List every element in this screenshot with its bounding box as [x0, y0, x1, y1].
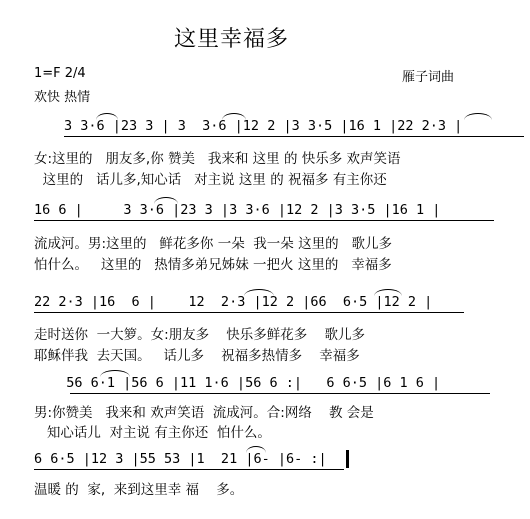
tie-mark — [244, 289, 274, 296]
lyric-line-5a: 温暖 的 家, 来到这里幸 福 多。 — [34, 482, 244, 498]
lyric-line-4a: 男:你赞美 我来和 欢声笑语 流成河。合:网络 教 会是 — [34, 405, 374, 421]
notation-line-3: 22 2·3 |16 6 | 12 2·3 |12 2 |66 6·5 |12 2 | — [34, 294, 433, 310]
beam-underline — [34, 312, 464, 313]
lyric-line-3a: 走时送你 一大箩。女:朋友多 快乐多鲜花多 歌儿多 — [34, 327, 365, 343]
lyric-line-4b: 知心话儿 对主说 有主你还 怕什么。 — [34, 425, 271, 441]
beam-underline — [70, 393, 490, 394]
notation-line-4: 56 6·1 |56 6 |11 1·6 |56 6 :| 6 6·5 |6 1 6 | — [50, 375, 441, 391]
lyric-line-2b: 怕什么。 这里的 热情多弟兄姊妹 一把火 这里的 幸福多 — [34, 257, 392, 273]
tie-mark — [246, 446, 266, 453]
notation-line-1: 3 3·6 |23 3 | 3 3·6 |12 2 |3 3·5 |16 1 |22 2·3 | — [64, 118, 463, 134]
tie-mark — [100, 370, 130, 377]
tie-mark — [374, 289, 402, 296]
notation-line-5: 6 6·5 |12 3 |55 53 |1 21 |6- |6- :| — [34, 451, 327, 467]
tie-mark — [222, 113, 246, 120]
beam-underline — [34, 469, 344, 470]
tie-mark — [154, 197, 178, 204]
beam-underline — [34, 220, 494, 221]
tempo-marking: 欢快 热情 — [34, 90, 91, 105]
key-signature: 1=F 2/4 — [34, 66, 86, 81]
lyric-line-3b: 耶稣伴我 去天国。 话儿多 祝福多热情多 幸福多 — [34, 348, 360, 364]
final-barline — [346, 450, 349, 468]
notation-line-2: 16 6 | 3 3·6 |23 3 |3 3·6 |12 2 |3 3·5 |16 1 | — [34, 202, 441, 218]
lyric-line-1a: 女:这里的 朋友多,你 赞美 我来和 这里 的 快乐多 欢声笑语 — [34, 151, 401, 167]
lyric-line-2a: 流成河。男:这里的 鲜花多你 一朵 我一朵 这里的 歌儿多 — [34, 236, 392, 252]
author-credit: 雁子词曲 — [402, 70, 455, 85]
beam-underline — [64, 136, 524, 137]
lyric-line-1b: 这里的 话儿多,知心话 对主说 这里 的 祝福多 有主你还 — [34, 172, 387, 188]
tie-mark — [96, 113, 118, 120]
song-title: 这里幸福多 — [174, 27, 290, 52]
tie-mark — [464, 113, 492, 120]
